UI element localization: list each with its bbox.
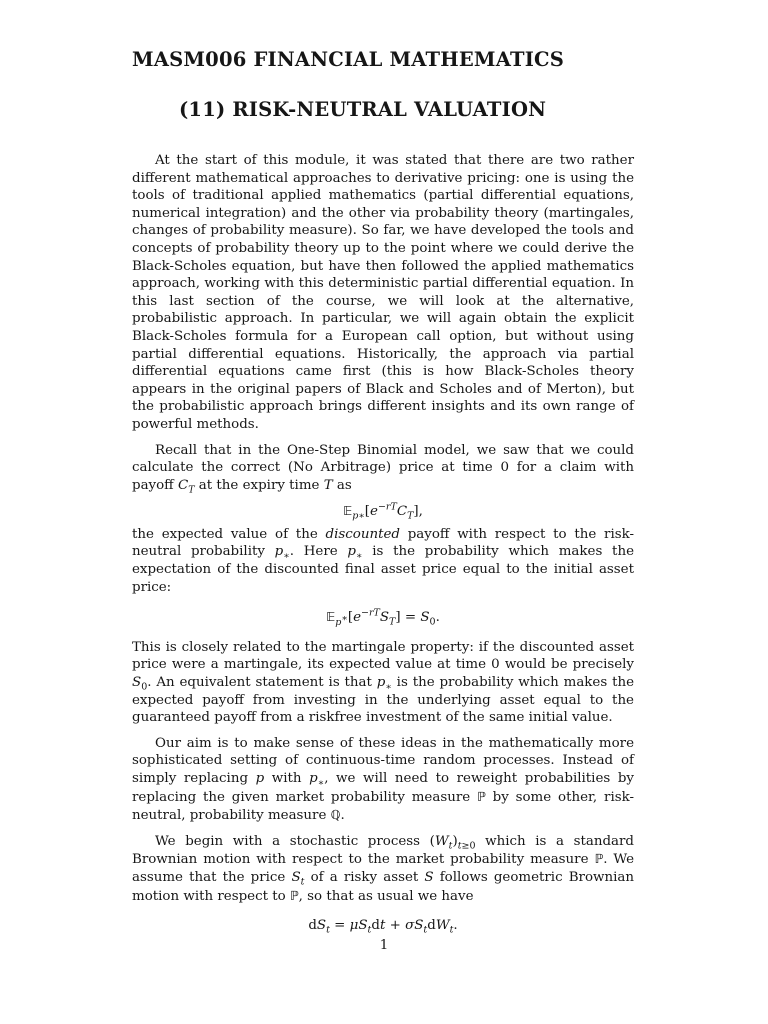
document-body [132,152,634,947]
paragraph-discounted: the expected value of the discounted payoff with respect to the risk-neutral probability $p_∗$. Here $p_∗$ is the probability which makes the expectation of the discounted final asset price equal to the initial asset price: [132,526,635,595]
paragraph-martingale: This is closely related to the martingale property: if the discounted asset price were a martingale, its expected value at time 0 would be precisely $S_0$. An equivalent statement is that $p_∗$ is the probability which makes the expected payoff from investing in the underlying asset equal to the guaranteed payoff from a riskfree investment of the same initial value. [132,639,635,726]
equation-discounted-asset: $𝔼_{p^∗}[e^{-rT}S_T] = S_0$. [326,607,440,628]
paragraph-intro: At the start of this module, it was stated that there are two rather different mathematical approaches to derivative pricing: one is using the tools of traditional applied mathematics (partial differential equations, numerical integration) and the other via probability theory (martingales, changes of probability measure). So far, we have developed the tools and concepts of probability theory up to the point where we could derive the Black-Scholes equation, but have then followed the applied mathematics approach, working with this deterministic partial differential equation. In this last section of the course, we will look at the alternative, probabilistic approach. In particular, we will again obtain the explicit Black-Scholes formula for a European call option, but without using partial differential equations. Historically, the approach via partial differential equations came first (this is how Black-Scholes theory appears in the original papers of Black and Scholes and of Merton), but the probabilistic approach brings different insights and its own range of powerful methods. [132,153,634,432]
paragraph-binomial: Recall that in the One-Step Binomial model, we saw that we could calculate the correct (No Arbitrage) price at time 0 for a claim with payoff $C_T$ at the expiry time T as [132,442,634,496]
document-title-line1: MASM006 FINANCIAL MATHEMATICS [132,48,565,71]
paragraph-brownian: We begin with a stochastic process $(W_t)_{t\ge 0}$ which is a standard Brownian motion with respect to the market probability measure ℙ. We assume that the price $S_t$ of a risky asset S follows geometric Brownian motion with respect to ℙ, so that as usual we have [132,833,635,904]
equation-expected-payoff: $𝔼_{p∗}[e^{-rT}C_T]$, [343,501,423,522]
paragraph-aim: Our aim is to make sense of these ideas in the mathematically more sophisticated setting of continuous-time random processes. Instead of simply replacing p with $p_∗$, we will need to reweight probabilities by replacing the given market probability measure ℙ by some other, risk-neutral, probability measure ℚ. [132,735,634,824]
document-title-line2: (11) RISK-NEUTRAL VALUATION [179,98,547,121]
page-number: 1 [379,938,389,953]
equation-gbm: $dS_t = \mu S_tdt + \sigma S_tdW_t$. [308,918,458,936]
